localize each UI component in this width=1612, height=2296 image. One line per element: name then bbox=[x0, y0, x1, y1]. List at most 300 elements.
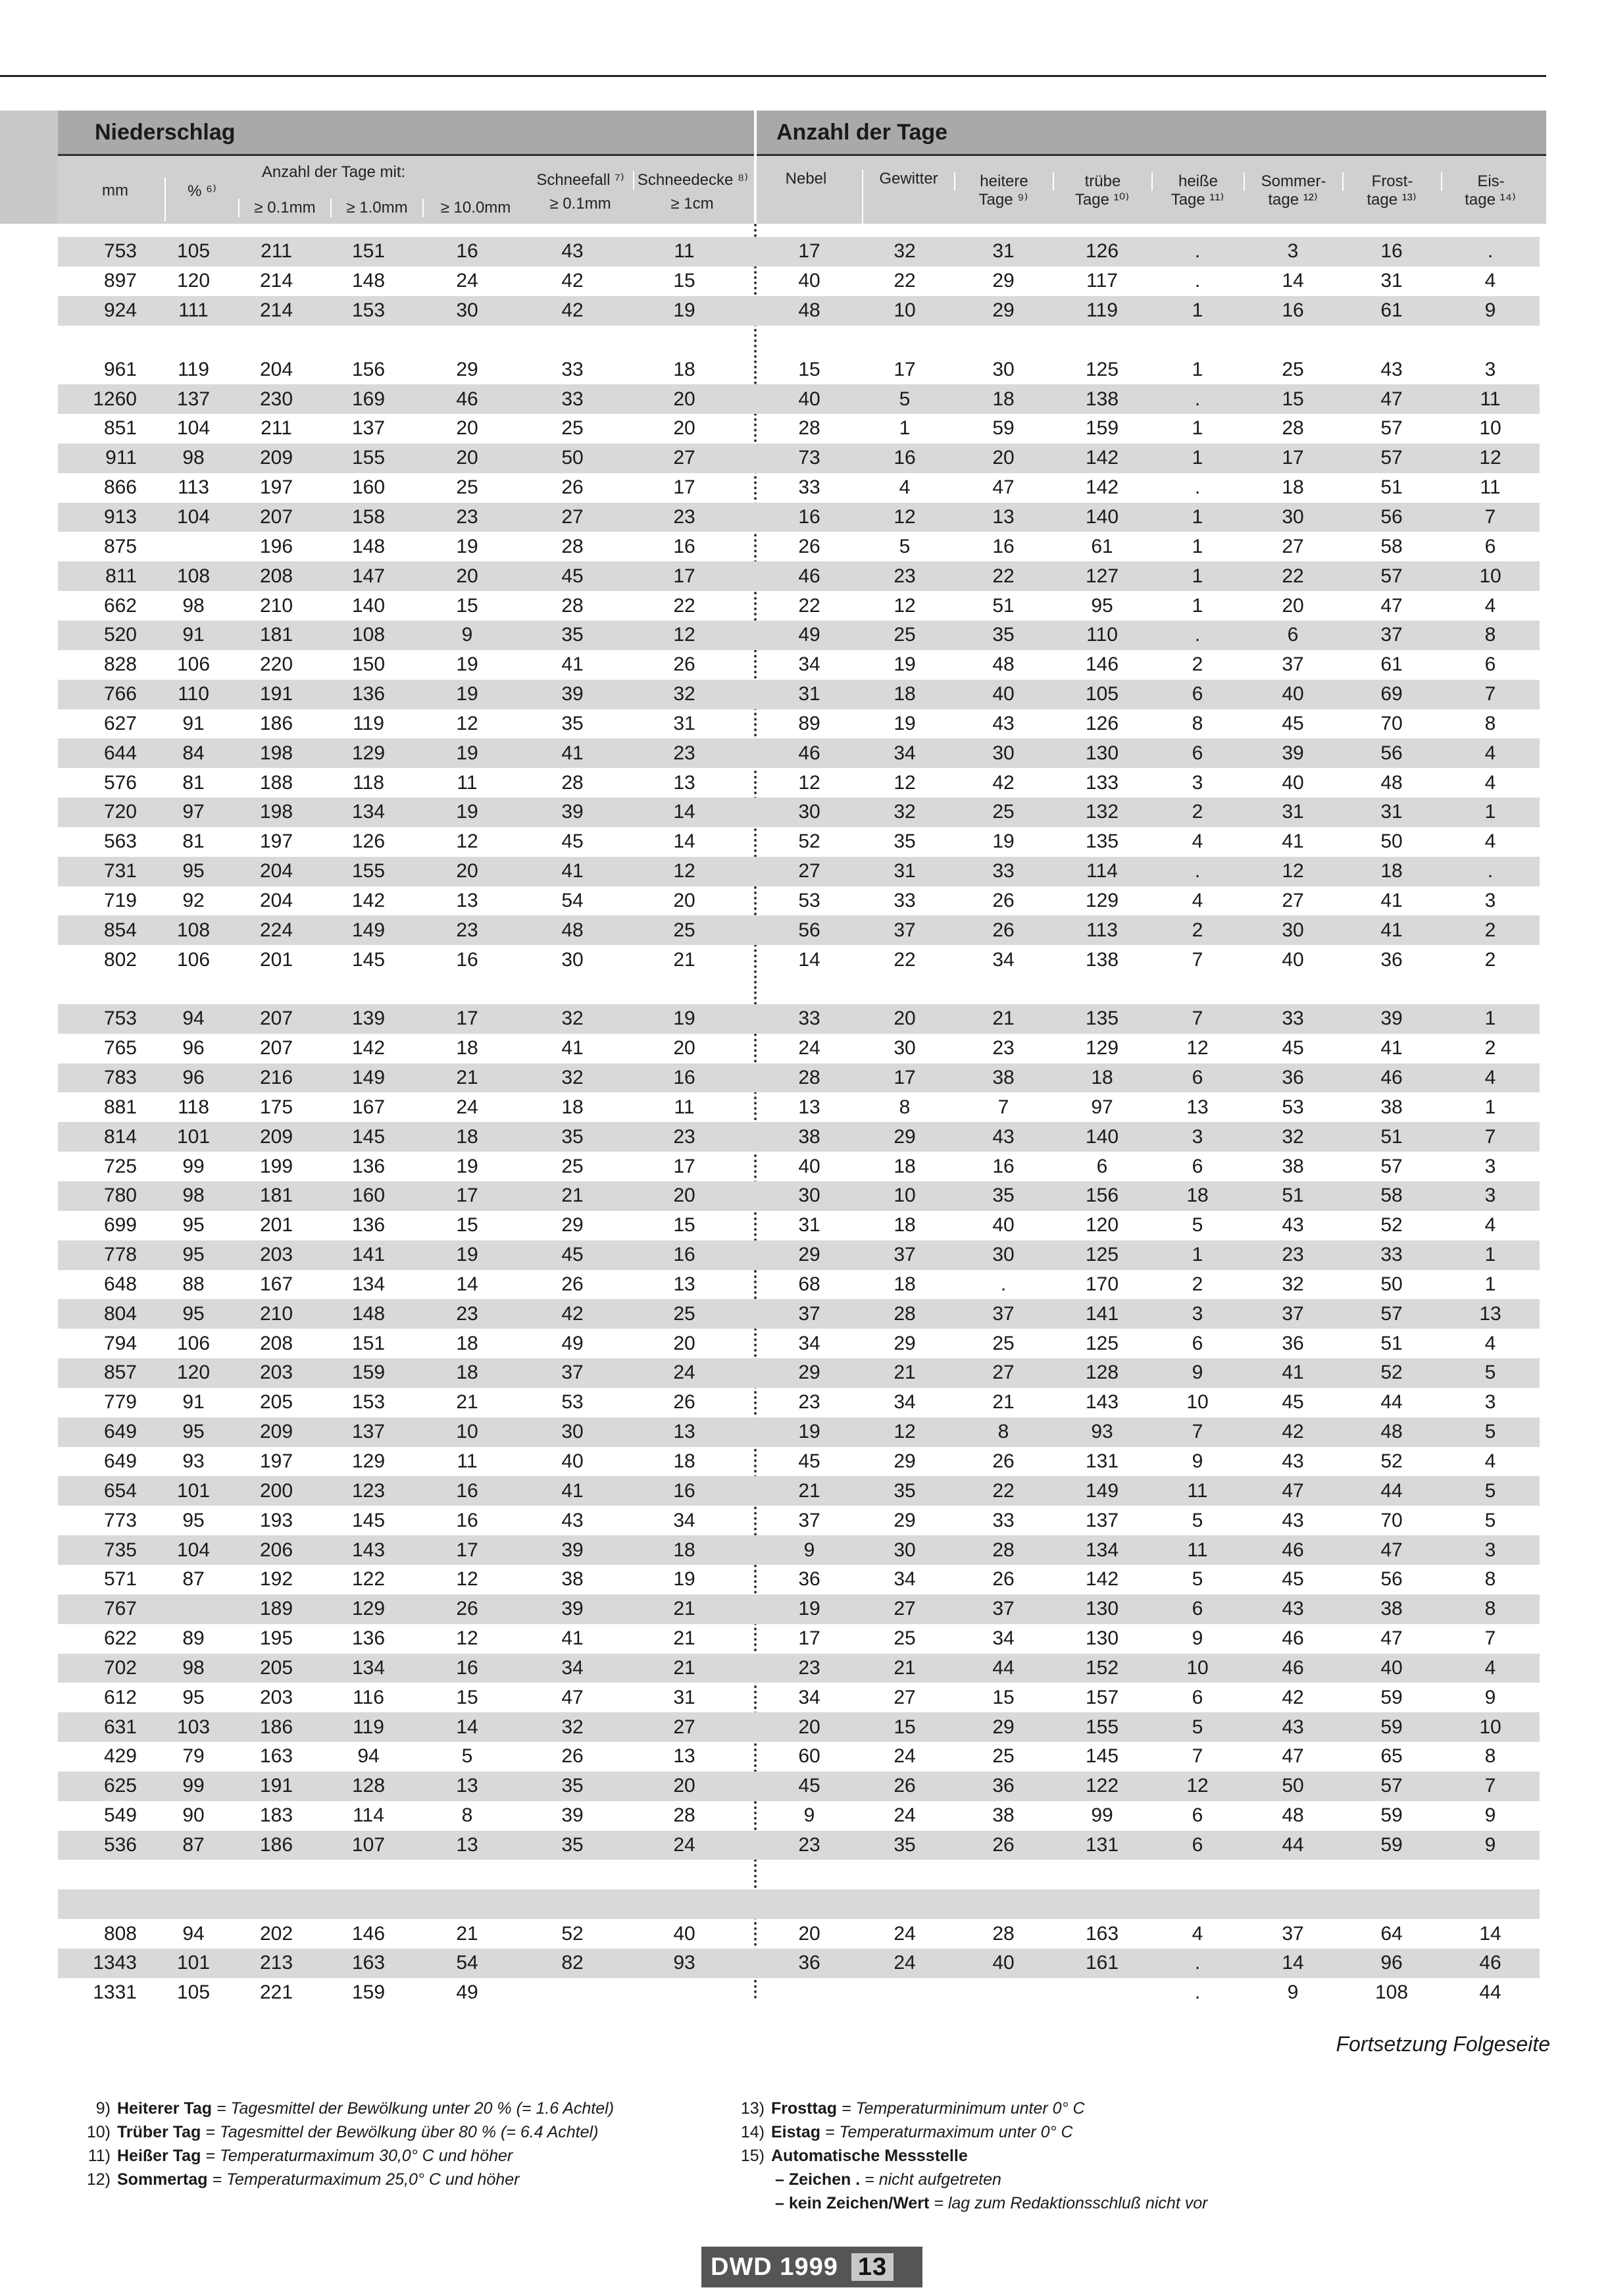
table-cell: 36 bbox=[954, 1772, 1053, 1801]
table-cell: 95 bbox=[157, 1417, 230, 1447]
table-cell: 181 bbox=[230, 621, 322, 650]
table-cell: 214 bbox=[230, 296, 322, 326]
table-cell: 19 bbox=[415, 680, 520, 709]
table-cell: 138 bbox=[1085, 948, 1119, 971]
table-cell: 18 bbox=[855, 680, 954, 709]
table-cell: 26 bbox=[954, 915, 1053, 945]
table-cell: 28 bbox=[798, 417, 820, 440]
table-cell: 46 bbox=[763, 738, 855, 768]
table-cell: 8 bbox=[1441, 621, 1540, 650]
table-cell: 767 bbox=[58, 1594, 157, 1624]
table-cell: 6 bbox=[1151, 738, 1244, 768]
table-cell: 104 bbox=[157, 503, 230, 532]
table-row bbox=[58, 444, 1540, 473]
col-header-sommer-2: tage ¹²⁾ bbox=[1268, 191, 1318, 209]
table-cell: 40 bbox=[798, 270, 820, 292]
table-cell: 29 bbox=[894, 1332, 916, 1354]
table-cell: 81 bbox=[182, 771, 205, 794]
table-cell: 15 bbox=[673, 1214, 695, 1237]
table-cell: 208 bbox=[230, 561, 322, 591]
table-cell: 13 bbox=[415, 1772, 520, 1801]
table-cell: 16 bbox=[625, 1063, 743, 1093]
table-cell: 44 bbox=[1479, 1981, 1501, 2004]
footnote bbox=[733, 2144, 1207, 2168]
table-cell: 15 bbox=[798, 358, 820, 380]
table-cell: 23 bbox=[625, 738, 743, 768]
table-cell: 45 bbox=[561, 830, 584, 853]
page-number: 13 bbox=[851, 2253, 894, 2281]
table-cell: 137 bbox=[351, 417, 386, 440]
table-cell: 50 bbox=[1244, 1772, 1342, 1801]
table-cell: 45 bbox=[520, 561, 625, 591]
table-cell: 6 bbox=[1151, 680, 1244, 709]
table-cell: 30 bbox=[763, 1181, 855, 1211]
table-cell: 18 bbox=[1282, 476, 1304, 499]
table-cell: 12 bbox=[1151, 1772, 1244, 1801]
table-cell: 145 bbox=[351, 1509, 386, 1531]
table-cell: 89 bbox=[798, 712, 820, 734]
table-cell: 16 bbox=[1244, 296, 1342, 326]
table-cell: 130 bbox=[1053, 738, 1151, 768]
column-gap bbox=[743, 915, 763, 945]
col-header-schneefall: Schneefall ⁷⁾ bbox=[536, 171, 624, 189]
table-cell: 17 bbox=[673, 476, 695, 499]
table-cell: 56 bbox=[1342, 503, 1441, 532]
table-cell: 51 bbox=[1244, 1181, 1342, 1211]
table-cell: 87 bbox=[182, 1568, 205, 1591]
table-cell: 141 bbox=[322, 1240, 415, 1270]
table-cell: 24 bbox=[625, 1831, 743, 1860]
table-cell: 26 bbox=[415, 1594, 520, 1624]
column-gap bbox=[743, 1092, 763, 1122]
column-gap bbox=[743, 1949, 763, 1978]
table-cell: 40 bbox=[673, 1922, 695, 1945]
table-cell: 58 bbox=[1342, 1181, 1441, 1211]
table-cell: 4 bbox=[1441, 1654, 1540, 1683]
table-cell: 142 bbox=[351, 1037, 386, 1059]
table-cell: 14 bbox=[1479, 1922, 1501, 1945]
footnote-term: Heißer Tag bbox=[117, 2147, 201, 2165]
table-cell bbox=[855, 1860, 954, 1889]
table-cell: 40 bbox=[954, 1949, 1053, 1978]
table-cell: 57 bbox=[1380, 417, 1403, 440]
table-cell: 10 bbox=[1441, 561, 1540, 591]
table-cell: 47 bbox=[1342, 1535, 1441, 1565]
table-cell: 648 bbox=[103, 1273, 137, 1295]
table-cell bbox=[1151, 1889, 1244, 1919]
table-cell: 25 bbox=[855, 621, 954, 650]
table-cell: 129 bbox=[1085, 1037, 1119, 1059]
table-cell: 203 bbox=[230, 1358, 322, 1388]
table-cell: 108 bbox=[1374, 1981, 1409, 2004]
table-cell: 53 bbox=[561, 1391, 584, 1414]
table-cell: 17 bbox=[415, 1535, 520, 1565]
table-cell: 7 bbox=[1441, 680, 1540, 709]
table-cell: 18 bbox=[561, 1096, 584, 1118]
table-cell: 22 bbox=[1244, 561, 1342, 591]
table-cell: 2 bbox=[1484, 1037, 1496, 1059]
table-cell: 117 bbox=[1086, 270, 1118, 292]
column-gap bbox=[743, 1417, 763, 1447]
table-cell: 18 bbox=[894, 1273, 916, 1295]
table-cell bbox=[58, 1889, 157, 1919]
table-cell: 4 bbox=[1192, 889, 1203, 911]
table-cell: 220 bbox=[259, 653, 293, 676]
table-cell: . bbox=[1194, 476, 1201, 499]
table-cell: 28 bbox=[561, 535, 584, 557]
table-cell: 13 bbox=[1441, 1299, 1540, 1329]
table-cell: 6 bbox=[1151, 1831, 1244, 1860]
table-row bbox=[58, 1476, 1540, 1506]
table-row bbox=[58, 1063, 1540, 1093]
table-row bbox=[58, 650, 1540, 680]
table-cell: 16 bbox=[855, 444, 954, 473]
table-cell: 17 bbox=[763, 237, 855, 267]
footnote-term: Trüber Tag bbox=[117, 2123, 201, 2141]
table-cell: . bbox=[1194, 270, 1201, 292]
table-cell: 11 bbox=[1151, 1476, 1244, 1506]
table-cell: 4 bbox=[1192, 1922, 1203, 1945]
table-cell: 203 bbox=[230, 1240, 322, 1270]
table-cell: 147 bbox=[322, 561, 415, 591]
table-cell: 41 bbox=[1244, 1358, 1342, 1388]
table-row-spacer bbox=[58, 1860, 1540, 1889]
footnote-term: – kein Zeichen/Wert bbox=[775, 2194, 930, 2212]
table-cell: 1343 bbox=[58, 1949, 157, 1978]
table-cell: 15 bbox=[456, 594, 478, 617]
table-cell bbox=[855, 1978, 954, 2008]
table-cell: 204 bbox=[259, 358, 293, 380]
table-cell: 1 bbox=[1192, 535, 1203, 557]
table-cell: 59 bbox=[992, 417, 1015, 440]
table-cell: 780 bbox=[58, 1181, 157, 1211]
table-cell: 29 bbox=[954, 1712, 1053, 1742]
footnote-term: Eistag bbox=[771, 2123, 821, 2141]
table-cell: 52 bbox=[561, 1922, 584, 1945]
table-cell: 811 bbox=[58, 561, 157, 591]
table-cell: 88 bbox=[182, 1273, 205, 1295]
table-cell: 11 bbox=[457, 1450, 478, 1473]
table-cell: 19 bbox=[992, 830, 1015, 853]
table-cell: 16 bbox=[415, 1476, 520, 1506]
table-cell: 1 bbox=[1192, 594, 1203, 617]
table-cell: 31 bbox=[1380, 270, 1403, 292]
table-cell: 12 bbox=[1441, 444, 1540, 473]
table-cell: 29 bbox=[763, 1358, 855, 1388]
table-cell: 39 bbox=[1342, 1004, 1441, 1034]
table-cell: 1 bbox=[1151, 561, 1244, 591]
table-cell: 33 bbox=[894, 889, 916, 911]
table-cell: 11 bbox=[625, 237, 743, 267]
table-cell: 46 bbox=[1244, 1535, 1342, 1565]
table-cell bbox=[520, 326, 625, 355]
table-cell: 22 bbox=[954, 1476, 1053, 1506]
table-cell: 14 bbox=[625, 798, 743, 827]
table-cell: 134 bbox=[1053, 1535, 1151, 1565]
table-cell: 87 bbox=[157, 1831, 230, 1860]
table-cell bbox=[1053, 1889, 1151, 1919]
table-cell: 48 bbox=[1282, 1804, 1304, 1827]
table-cell bbox=[954, 1860, 1053, 1889]
table-cell: 12 bbox=[894, 594, 916, 617]
table-cell: 101 bbox=[157, 1122, 230, 1152]
col-header-heisse: heiße bbox=[1151, 172, 1244, 191]
table-cell: 47 bbox=[561, 1686, 584, 1708]
table-cell: 46 bbox=[1244, 1654, 1342, 1683]
table-cell: 12 bbox=[855, 503, 954, 532]
table-cell: 37 bbox=[855, 915, 954, 945]
table-cell: 32 bbox=[1244, 1122, 1342, 1152]
table-cell: 34 bbox=[894, 1391, 916, 1414]
table-cell: 10 bbox=[855, 296, 954, 326]
table-cell: 21 bbox=[673, 1627, 695, 1650]
table-cell: 110 bbox=[157, 680, 230, 709]
table-row-spacer bbox=[58, 326, 1540, 355]
column-gap bbox=[743, 945, 763, 975]
table-cell: 155 bbox=[322, 444, 415, 473]
table-cell: 31 bbox=[673, 1686, 695, 1708]
table-row bbox=[58, 296, 1540, 326]
table-row bbox=[58, 1889, 1540, 1919]
table-cell: 43 bbox=[520, 237, 625, 267]
table-cell bbox=[520, 1978, 625, 2008]
table-cell: 23 bbox=[855, 561, 954, 591]
table-cell: 19 bbox=[456, 653, 478, 676]
table-cell bbox=[520, 1860, 625, 1889]
table-cell: 47 bbox=[1244, 1476, 1342, 1506]
header-rule-left bbox=[58, 154, 754, 156]
table-cell: 120 bbox=[176, 270, 211, 292]
table-cell: 40 bbox=[763, 384, 855, 414]
table-cell: 47 bbox=[1380, 1627, 1403, 1650]
table-row bbox=[58, 1506, 1540, 1535]
table-cell: 7 bbox=[1151, 1004, 1244, 1034]
table-cell bbox=[58, 975, 157, 1004]
table-cell: 37 bbox=[1244, 1299, 1342, 1329]
table-cell: 106 bbox=[176, 653, 211, 676]
table-cell: 31 bbox=[798, 1214, 820, 1237]
table-cell bbox=[415, 975, 520, 1004]
table-cell: 26 bbox=[561, 1273, 584, 1295]
table-cell: 43 bbox=[954, 1122, 1053, 1152]
table-cell: 37 bbox=[1282, 653, 1304, 676]
table-cell: 857 bbox=[58, 1358, 157, 1388]
table-cell: 27 bbox=[520, 503, 625, 532]
table-cell: 30 bbox=[1244, 915, 1342, 945]
table-cell: 662 bbox=[103, 594, 137, 617]
table-cell bbox=[1342, 1860, 1441, 1889]
table-cell: 211 bbox=[230, 237, 322, 267]
table-cell: 96 bbox=[1342, 1949, 1441, 1978]
table-cell: 42 bbox=[520, 296, 625, 326]
table-cell: 24 bbox=[456, 270, 478, 292]
table-cell: 42 bbox=[1282, 1686, 1304, 1708]
table-cell: 59 bbox=[1380, 1804, 1403, 1827]
table-cell bbox=[157, 1594, 230, 1624]
table-cell: 97 bbox=[157, 798, 230, 827]
table-row bbox=[58, 1624, 1540, 1654]
table-cell: 128 bbox=[322, 1772, 415, 1801]
table-cell: 9 bbox=[803, 1804, 815, 1827]
table-cell: 8 bbox=[1192, 712, 1203, 734]
table-cell: 202 bbox=[259, 1922, 293, 1945]
table-cell: 8 bbox=[1484, 1745, 1496, 1768]
table-cell: 99 bbox=[1091, 1804, 1113, 1827]
table-cell: 40 bbox=[1244, 680, 1342, 709]
table-cell: 191 bbox=[230, 1772, 322, 1801]
table-cell: 205 bbox=[259, 1391, 293, 1414]
table-cell: 58 bbox=[1380, 535, 1403, 557]
table-row bbox=[58, 827, 1540, 857]
table-cell: 167 bbox=[351, 1096, 386, 1118]
table-cell: 52 bbox=[1380, 1214, 1403, 1237]
table-cell: 735 bbox=[58, 1535, 157, 1565]
table-cell bbox=[1441, 1860, 1540, 1889]
table-cell: 19 bbox=[456, 535, 478, 557]
column-gap bbox=[743, 296, 763, 326]
table-cell bbox=[157, 326, 230, 355]
table-cell: 131 bbox=[1085, 1450, 1119, 1473]
column-gap bbox=[743, 237, 763, 267]
table-cell bbox=[1342, 975, 1441, 1004]
table-cell: 6 bbox=[1484, 653, 1496, 676]
table-cell: 14 bbox=[1282, 270, 1304, 292]
table-cell: 95 bbox=[182, 1509, 205, 1531]
table-cell: 38 bbox=[954, 1063, 1053, 1093]
table-cell: 143 bbox=[322, 1535, 415, 1565]
table-cell bbox=[625, 1860, 743, 1889]
table-cell: 116 bbox=[353, 1686, 384, 1708]
table-cell: 15 bbox=[456, 1214, 478, 1237]
footnote-definition: = Tagesmittel der Bewölkung über 80 % (= 6.4 Achtel) bbox=[205, 2123, 599, 2141]
table-cell: 13 bbox=[1186, 1096, 1209, 1118]
footnote-definition: = Temperaturminimum unter 0° C bbox=[841, 2099, 1085, 2118]
table-cell: 1 bbox=[899, 417, 911, 440]
table-cell: 13 bbox=[456, 889, 478, 911]
table-cell: 654 bbox=[58, 1476, 157, 1506]
table-cell: 12 bbox=[625, 621, 743, 650]
table-cell bbox=[58, 1860, 157, 1889]
col-header-ge10: ≥ 1.0mm bbox=[330, 199, 422, 217]
table-row bbox=[58, 1949, 1540, 1978]
table-cell: 23 bbox=[992, 1037, 1015, 1059]
table-cell bbox=[322, 326, 415, 355]
table-cell: 27 bbox=[855, 1594, 954, 1624]
table-cell: 108 bbox=[157, 561, 230, 591]
table-row bbox=[58, 1388, 1540, 1417]
table-cell: 95 bbox=[157, 857, 230, 886]
table-cell: 14 bbox=[456, 1273, 478, 1295]
table-cell: 214 bbox=[259, 270, 293, 292]
table-cell: 41 bbox=[520, 738, 625, 768]
column-gap bbox=[743, 1181, 763, 1211]
table-cell: 98 bbox=[157, 444, 230, 473]
table-cell: 828 bbox=[103, 653, 137, 676]
table-cell: 209 bbox=[230, 1122, 322, 1152]
column-gap bbox=[743, 1358, 763, 1388]
column-gap bbox=[743, 473, 763, 503]
table-cell bbox=[1441, 975, 1540, 1004]
column-gap bbox=[743, 738, 763, 768]
table-cell: 34 bbox=[798, 1686, 820, 1708]
column-gap bbox=[743, 1388, 763, 1417]
table-cell: 91 bbox=[182, 712, 205, 734]
table-cell: 34 bbox=[855, 738, 954, 768]
table-row bbox=[58, 1742, 1540, 1772]
table-cell: 39 bbox=[520, 680, 625, 709]
footnote-number: 15) bbox=[740, 2147, 765, 2165]
table-cell: 15 bbox=[1244, 384, 1342, 414]
table-cell: 119 bbox=[1053, 296, 1151, 326]
table-cell: 773 bbox=[103, 1509, 137, 1531]
table-cell: 48 bbox=[1380, 771, 1403, 794]
table-cell: 12 bbox=[456, 712, 478, 734]
table-cell: 27 bbox=[954, 1358, 1053, 1388]
table-cell: 15 bbox=[992, 1686, 1015, 1708]
table-cell: 3 bbox=[1484, 358, 1496, 380]
table-row-spacer bbox=[58, 975, 1540, 1004]
table-cell: 191 bbox=[230, 680, 322, 709]
table-cell: 36 bbox=[1244, 1063, 1342, 1093]
table-cell: 209 bbox=[230, 444, 322, 473]
table-cell: 814 bbox=[58, 1122, 157, 1152]
table-cell: 137 bbox=[157, 384, 230, 414]
table-cell: 7 bbox=[1484, 1627, 1496, 1650]
table-cell bbox=[230, 1860, 322, 1889]
column-gap bbox=[743, 709, 763, 739]
table-cell: 203 bbox=[259, 1686, 293, 1708]
table-cell: 126 bbox=[1085, 712, 1119, 734]
table-cell: 43 bbox=[1282, 1214, 1304, 1237]
table-cell: 104 bbox=[157, 1535, 230, 1565]
table-cell: 61 bbox=[1091, 535, 1113, 557]
col-header-frost: Frost- bbox=[1342, 172, 1441, 191]
table-cell: 520 bbox=[58, 621, 157, 650]
table-cell: 32 bbox=[855, 798, 954, 827]
column-gap bbox=[743, 680, 763, 709]
table-cell bbox=[520, 1889, 625, 1919]
table-cell: 32 bbox=[520, 1063, 625, 1093]
table-cell: 41 bbox=[1380, 1037, 1403, 1059]
table-cell: 31 bbox=[855, 857, 954, 886]
table-cell: 38 bbox=[1380, 1096, 1403, 1118]
table-cell: 1331 bbox=[93, 1981, 137, 2004]
column-gap bbox=[743, 650, 763, 680]
table-cell: 150 bbox=[351, 653, 386, 676]
table-cell: 44 bbox=[1342, 1476, 1441, 1506]
table-cell: 3 bbox=[1484, 889, 1496, 911]
column-gap bbox=[743, 561, 763, 591]
table-cell: 4 bbox=[1484, 830, 1496, 853]
table-cell: 57 bbox=[1342, 1299, 1441, 1329]
table-cell: 108 bbox=[157, 915, 230, 945]
table-cell: 153 bbox=[351, 1391, 386, 1414]
table-cell: 23 bbox=[763, 1654, 855, 1683]
table-cell: 29 bbox=[561, 1214, 584, 1237]
table-cell: 211 bbox=[261, 417, 292, 440]
column-gap bbox=[743, 1801, 763, 1831]
table-cell: 924 bbox=[58, 296, 157, 326]
table-cell: 129 bbox=[1085, 889, 1119, 911]
col-header-anzahl-mit: Anzahl der Tage mit: bbox=[261, 163, 406, 181]
table-cell: 44 bbox=[954, 1654, 1053, 1683]
table-cell: 18 bbox=[456, 1037, 478, 1059]
table-cell: 26 bbox=[992, 1450, 1015, 1473]
footnote-number: 14) bbox=[740, 2123, 765, 2141]
table-cell: 135 bbox=[1085, 830, 1119, 853]
table-cell: 10 bbox=[1441, 1712, 1540, 1742]
table-cell: 27 bbox=[763, 857, 855, 886]
